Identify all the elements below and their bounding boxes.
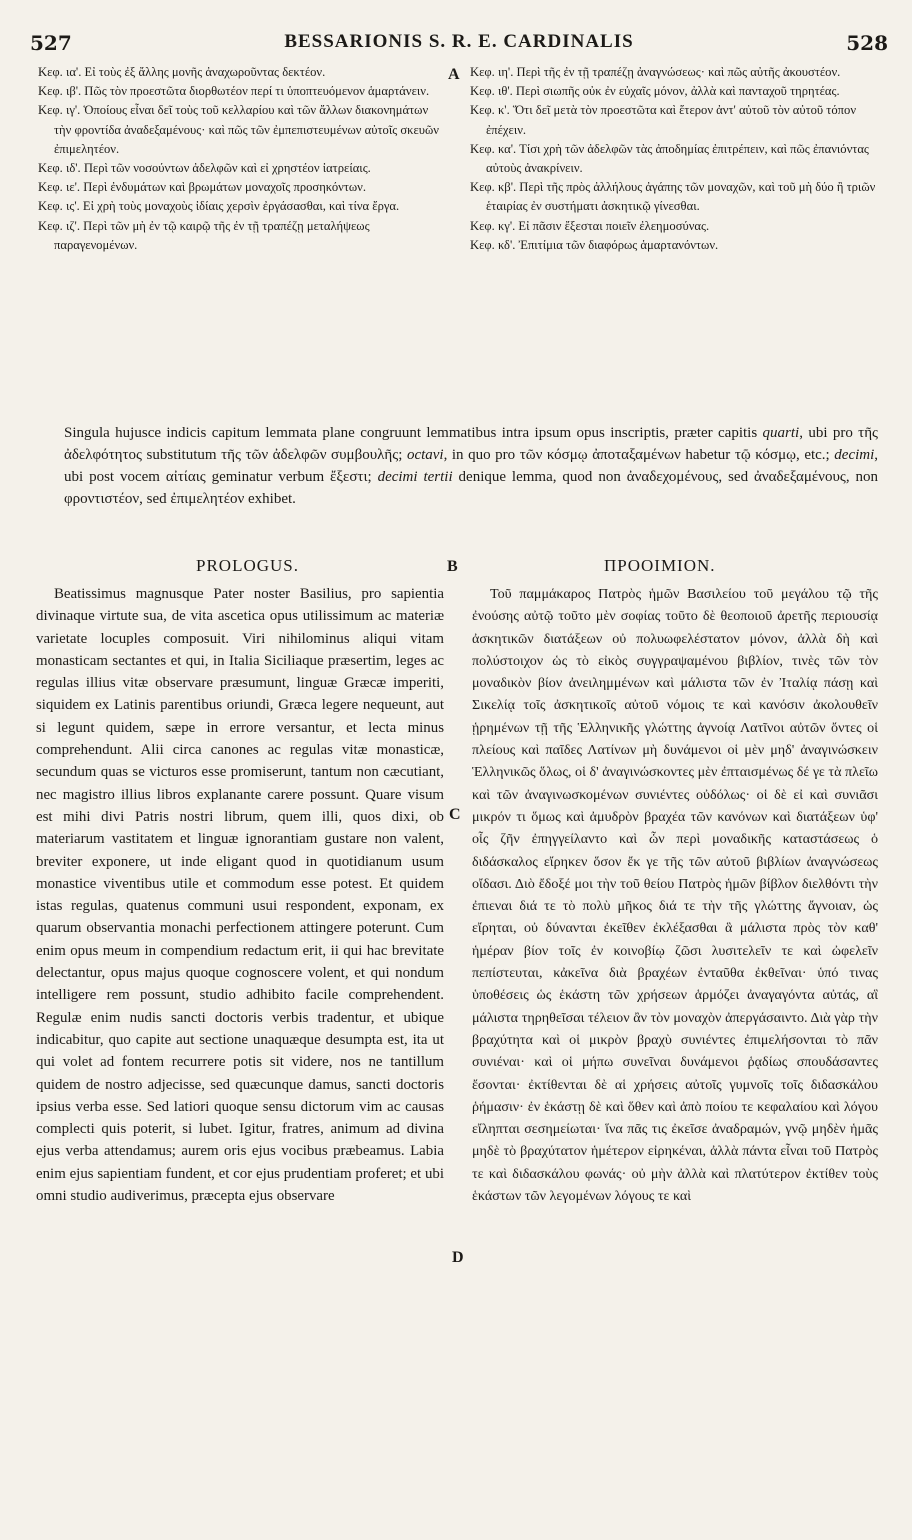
note-emphasis: quarti — [762, 425, 800, 441]
greek-section-title: ΠΡΟΟΙΜΙΟΝ. — [604, 556, 716, 575]
running-title: BESSARIONIS S. R. E. CARDINALIS — [284, 31, 634, 52]
chapter-entry: Κεφ. ιβ'. Πῶς τὸν προεστῶτα διορθωτέον περί τι ὑποπτευόμενον ἁμαρτάνειν. — [38, 84, 430, 99]
note-text: , ubi pro τῆς ἀδελφότητος substitutum τῆς τῶν ἀδελφῶν συμβουλῆς; — [64, 425, 878, 463]
running-header — [30, 31, 888, 57]
chapter-entry: Κεφ. ιθ'. Περὶ σιωπῆς οὐκ ἐν εὐχαῖς μόνον, ἀλλὰ καὶ πανταχοῦ τηρητέας. — [470, 84, 840, 99]
chapter-entry: Κεφ. κ'. Ὅτι δεῖ μετὰ τὸν προεστῶτα καὶ ἕτερον ἀντ' αὐτοῦ τὸν αὐτοῦ τόπον ἐπέχειν. — [470, 103, 857, 137]
note-text: denique lemma, quod non ἀναδεχομένους, sed ἀναδεξαμένους, non φροντιστέον, sed ἐπιμελητέον exhibet. — [64, 469, 878, 507]
latin-section-title: PROLOGUS. — [196, 556, 299, 575]
chapter-entry: Κεφ. κα'. Τίσι χρὴ τῶν ἀδελφῶν τὰς ἀποδημίας ἐπιτρέπειν, καὶ πῶς ἐπανιόντας αὐτοὺς ἀνακρίνειν. — [470, 141, 869, 176]
chapter-entry: Κεφ. κβ'. Περὶ τῆς πρὸς ἀλλήλους ἀγάπης τῶν μοναχῶν, καὶ τοῦ μὴ δύο ἢ τριῶν ἑταιρίας ἐν συστήματι ἀσκητικῷ γίνεσθαι. — [470, 180, 876, 214]
chapter-index-left — [38, 63, 444, 255]
page-number-right: 528 — [846, 31, 888, 55]
latin-prologue — [36, 583, 444, 1207]
latin-prologue-text: Beatissimus magnusque Pater noster Basilius, pro sapientia divinaque virtute sua, de vita ascetica opus utilissimum ac materiæ varietate locuples composuit. Viri nihilominus aliqui vitam monasticam sectantes et qui, in Italia Siciliaque præsertim, leges ac regulas illius vitæ observare præsumunt, linguæ Græcæ imperiti, siquidem ex Latinis parentibus oriundi, Græca legere nequeunt, aut si legunt quidem, sæpe in errore versantur, et lecta minus comprehendunt. Alii circa canones ac regulas vitæ monasticæ, secundum quas se victuros esse promiserunt, tantum non cæcutiant, nec magistro illius libros explanante carere possunt. Quare visum est mihi divi Patris nostri librum, quem illi, quos dixi, ob materiarum vastitatem et linguæ ignorantiam gustare non valent, breviter exponere, ut inde eligant quod in quotidianum usum monastice viventibus utile et commodum esse potest. Et quidem istas regulas, quatenus communi usui respondent, exponam, ex quarum observantia monachi perfectionem attingere poterunt. Cum enim opus meum in compendium redactum erit, ii qui hac brevitate delectantur, opus majus quoque cognoscere volent, et qui nondum intelligere rem possunt, studio adhibito facile comprehendent. Regulæ enim nudis sancti doctoris verbis tradentur, et ubique indicabitur, quo capite aut sectione unaquæque desumpta est, ita ut qui volet ad fontem recurrere potis sit videre, nos ne tantillum quidem de nostro adjecisse, sed quæcunque damus, sancti doctoris ipsius verba esse. Sed latiori quoque sensu dictorum vim ac causas complecti quis poterit, si lubet. Igitur, fratres, animum ad divina ejus verba attendamus; aurem oris ejus vocibus præbeamus. Labia enim ejus sapientiam fundent, et cor ejus prudentiam proferet; et ubi omni studio audiverimus, præcepta ejus observare — [36, 586, 444, 1205]
greek-prooemium — [472, 583, 878, 1207]
editorial-note — [64, 422, 878, 510]
chapter-entry: Κεφ. ιη'. Περὶ τῆς ἐν τῇ τραπέζῃ ἀναγνώσεως· καὶ πῶς αὐτῆς ἀκουστέον. — [470, 65, 841, 79]
margin-letter-c: C — [449, 806, 461, 823]
page-number-left: 527 — [30, 31, 72, 55]
note-text: , in quo pro τῶν κόσμῳ ἀποταξαμένων habetur τῷ κόσμῳ, etc.; — [443, 447, 835, 463]
chapter-entry: Κεφ. κγ'. Εἰ πᾶσιν ἔξεσται ποιεῖν ἐλεημοσύνας. — [470, 218, 710, 233]
margin-letter-b: B — [447, 558, 458, 575]
note-emphasis: decimi — [834, 447, 875, 463]
note-emphasis: octavi — [406, 447, 444, 463]
chapter-entry: Κεφ. ις'. Εἰ χρὴ τοὺς μοναχοὺς ἰδίαις χερσὶν ἐργάσασθαι, καὶ τίνα ἔργα. — [38, 199, 400, 214]
chapter-entry: Κεφ. ιδ'. Περὶ τῶν νοσούντων ἀδελφῶν καὶ εἰ χρηστέον ἰατρείαις. — [38, 161, 371, 176]
chapter-entry: Κεφ. ιζ'. Περὶ τῶν μὴ ἐν τῷ καιρῷ τῆς ἐν τῇ τραπέζῃ μεταλήψεως παραγενομένων. — [38, 218, 370, 252]
chapter-index-right — [470, 63, 878, 255]
margin-letter-a: A — [448, 66, 460, 83]
note-emphasis: decimi tertii — [377, 469, 453, 485]
margin-letter-d: D — [452, 1249, 464, 1266]
chapter-entry: Κεφ. ιγ'. Ὁποίους εἶναι δεῖ τοὺς τοῦ κελλαρίου καὶ τῶν ἄλλων διακονημάτων τὴν φροντίδα ἀναδεξαμένους· καὶ πῶς τῶν ἐμπεπιστευμένων αὐτοῖς σκευῶν ἐπιμελητέον. — [38, 103, 439, 156]
note-text: , ubi post vocem αἰτίαις geminatur verbum ἔξεστι; — [64, 447, 879, 485]
chapter-entry: Κεφ. ια'. Εἰ τοὺς ἐξ ἄλλης μονῆς ἀναχωροῦντας δεκτέον. — [38, 65, 326, 79]
chapter-entry: Κεφ. ιε'. Περὶ ἐνδυμάτων καὶ βρωμάτων μοναχοῖς προσηκόντων. — [38, 180, 367, 195]
note-text: Singula hujusce indicis capitum lemmata plane congruunt lemmatibus intra ipsum opus inscriptis, præter capitis — [64, 425, 763, 441]
greek-prooemium-text: Τοῦ παμμάκαρος Πατρὸς ἡμῶν Βασιλείου τοῦ μεγάλου τῷ τῆς ἐνούσης αὐτῷ τοῦτο μὲν σοφίας τοῦτο δὲ θεοποιοῦ ἀρετῆς περιουσίᾳ ἀσκητικῶν διατάξεων οὐ πολυωφελέστατον μόνον, ἀλλὰ δὴ καὶ πολύστοιχον ὡς τὸ εἰκὸς συγγραψαμένου βιβλίον, τινὲς τῶν τὸν μοναδικὸν βίον ἀνειλημμένων καὶ μάλιστα τῶν ἐν Ἰταλίᾳ πάσῃ καὶ Σικελίᾳ τοῖς ἀσκητικοῖς αὐτοῦ νόμοις τε καὶ κανόσιν ἀκολουθεῖν ᾑρημένων τῇ τῆς Ἑλληνικῆς γλώττης ἀγνοίᾳ Λατῖνοι αὐτῶν ὄντες οἱ πλείους καὶ παῖδες Λατίνων μὴ δυνάμενοι οἱ μὲν μηδ' ἀναγινώσκειν Ἑλληνικῶς ὅλως, οἱ δ' ἀναγινώσκοντες μὲν ἐπταισμένως δέ γε τὰ πλεῖω καὶ τῶν ἀναγινωσκομένων συνιέντες οὐδόλως· οἱ δὲ εἰ καὶ συνιᾶσι μικρόν τι ὅμως καὶ ἀμυδρὸν βραχέα τῶν κανόνων καὶ διατάξεων ὑφ' οἷς ζῆν ἐπηγγείλαντο καὶ ὧν περὶ μοναδικῆς καταστάσεως ὁ διδάσκαλος εἴρηκεν ὅσον ἔκ γε τῆς τῶν αὐτοῦ βιβλίων ἀναγνώσεως οἴδασι. Διὸ ἔδοξέ μοι τὴν τοῦ θείου Πατρὸς ἡμῶν βίβλον διελθόντι τὴν ἐπιεναι διά τε τὸ πολὺ μῆκος διά τε τὴν τῆς γλώττης ἄγνοιαν, ὡς εἴρηται, οὐ δύνανται ἐκεῖθεν ἐκλέξασθαι ἃ μάλιστα πρὸς τὸν καθ' ἡμέραν βίον τοῖς ἐν κοινοβίῳ ζῶσι λυσιτελεῖν τε καὶ ὠφελεῖν πεπίστευται, κἀκεῖνα διὰ βραχέων ἐνταῦθα ἐκθεῖναι· ὑπό τινας ὑποθέσεις ὡς ἑκάστη τῶν χρήσεων ἁρμόζει ἀναγαγόντα αὐτάς, αἳ μάλιστα τηρηθεῖσαι τέλειον ἂν τὸν μοναχὸν ἀπεργάσαιντο. Διὰ γὰρ τὴν βραχύτητα καὶ οἱ μικρὸν βραχὺ συνιέντες ἐπιμελήσονται τὸ πᾶν συνιέναι· καὶ οἱ μήπω συνεῖναι δυνάμενοι ῥᾳδίως σπουδάσαντες ἔσονται· ἐκτίθενται δὲ αἱ χρήσεις αὐτοῖς γυμνοῖς τοῖς διδασκάλου ῥήμασιν· ἐν ἑκάστῃ δὲ καὶ ὅθεν καὶ ἀπὸ ποίου τε κεφαλαίου καὶ λόγου εἴληπται σεσημείωται· ἵνα πᾶς τις ἐκεῖσε ἀναδραμών, γνῷ μηδὲν ἡμᾶς μηδὲ τὸ βραχύτατον ἡμέτερον εἰρηκέναι, ἀλλὰ πάντα εἶναι τοῦ Πατρὸς τε καὶ διδασκάλου φωνάς· οὐ μὴν ἀλλὰ καὶ πλατύτερον ἐκτίθεν τοὺς ἑκάστων τῶν λεγομένων λόγους τε καὶ — [472, 586, 878, 1205]
chapter-entry: Κεφ. κδ'. Ἐπιτίμια τῶν διαφόρως ἁμαρτανόντων. — [470, 237, 719, 252]
